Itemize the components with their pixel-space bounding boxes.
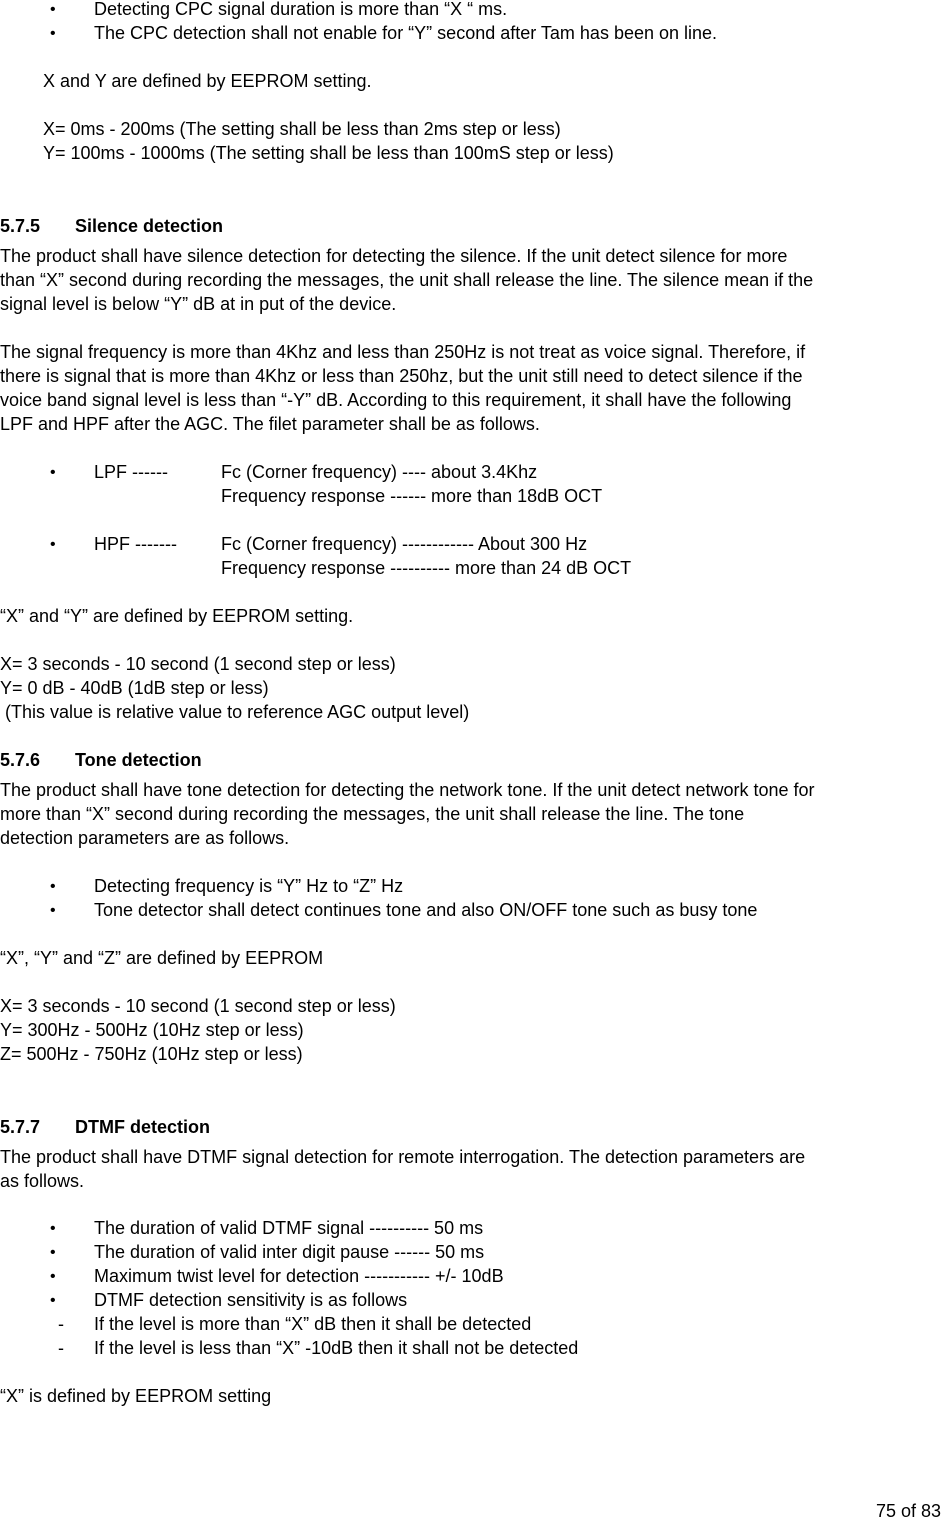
filter-name: HPF ------- bbox=[94, 534, 177, 554]
bullet-dot-icon: • bbox=[50, 1268, 56, 1285]
range-text: X= 3 seconds - 10 second (1 second step or less) bbox=[0, 996, 396, 1016]
paragraph-line: than “X” second during recording the messages, the unit shall release the line. The silence mean if the bbox=[0, 270, 814, 290]
paragraph-line: detection parameters are as follows. bbox=[0, 828, 290, 848]
bullet-text: Detecting CPC signal duration is more than “X “ ms. bbox=[94, 0, 508, 19]
bullet-dot-icon: • bbox=[50, 1220, 56, 1237]
section-number: 5.7.5 bbox=[0, 216, 41, 236]
paragraph-line: The product shall have silence detection for detecting the silence. If the unit detect silence for more bbox=[0, 246, 788, 266]
defined-text: “X”, “Y” and “Z” are defined by EEPROM bbox=[0, 948, 324, 968]
paragraph-line: The product shall have DTMF signal detection for remote interrogation. The detection parameters are bbox=[0, 1147, 806, 1167]
bullet-text: The duration of valid DTMF signal ---------- 50 ms bbox=[94, 1218, 484, 1238]
range-text: Y= 300Hz - 500Hz (10Hz step or less) bbox=[0, 1020, 304, 1040]
filter-name: LPF ------ bbox=[94, 462, 168, 482]
paragraph-line: more than “X” second during recording the messages, the unit shall release the line. The tone bbox=[0, 804, 745, 824]
bullet-dot-icon: • bbox=[50, 25, 56, 42]
section-number: 5.7.6 bbox=[0, 750, 41, 770]
section-number: 5.7.7 bbox=[0, 1117, 41, 1137]
intro-y-range: Y= 100ms - 1000ms (The setting shall be less than 100mS step or less) bbox=[43, 143, 614, 163]
range-text: Z= 500Hz - 750Hz (10Hz step or less) bbox=[0, 1044, 303, 1064]
filter-line: Fc (Corner frequency) ---- about 3.4Khz bbox=[221, 462, 538, 482]
bullet-dot-icon: • bbox=[50, 1244, 56, 1261]
paragraph-line: LPF and HPF after the AGC. The filet parameter shall be as follows. bbox=[0, 414, 540, 434]
defined-text: “X” and “Y” are defined by EEPROM setting. bbox=[0, 606, 354, 626]
dash-text: If the level is more than “X” dB then it shall be detected bbox=[94, 1314, 532, 1334]
bullet-text: Tone detector shall detect continues tone and also ON/OFF tone such as busy tone bbox=[94, 900, 758, 920]
bullet-text: DTMF detection sensitivity is as follows bbox=[94, 1290, 408, 1310]
intro-defined: X and Y are defined by EEPROM setting. bbox=[43, 71, 372, 91]
dash-marker-icon: - bbox=[58, 1338, 64, 1358]
bullet-dot-icon: • bbox=[50, 902, 56, 919]
section-title: DTMF detection bbox=[75, 1117, 210, 1137]
paragraph-line: as follows. bbox=[0, 1171, 85, 1191]
paragraph-line: voice band signal level is less than “-Y” dB. According to this requirement, it shall have the following bbox=[0, 390, 792, 410]
filter-line: Frequency response ---------- more than 24 dB OCT bbox=[221, 558, 632, 578]
paragraph-line: signal level is below “Y” dB at in put of the device. bbox=[0, 294, 397, 314]
section-title: Tone detection bbox=[75, 750, 202, 770]
defined-text: “X” is defined by EEPROM setting bbox=[0, 1386, 272, 1406]
range-text: X= 3 seconds - 10 second (1 second step or less) bbox=[0, 654, 396, 674]
dash-text: If the level is less than “X” -10dB then it shall not be detected bbox=[94, 1338, 579, 1358]
filter-line: Frequency response ------ more than 18dB OCT bbox=[221, 486, 603, 506]
bullet-dot-icon: • bbox=[50, 878, 56, 895]
bullet-dot-icon: • bbox=[50, 1, 56, 18]
intro-x-range: X= 0ms - 200ms (The setting shall be less than 2ms step or less) bbox=[43, 119, 561, 139]
bullet-text: The CPC detection shall not enable for “Y” second after Tam has been on line. bbox=[94, 23, 718, 43]
bullet-text: Detecting frequency is “Y” Hz to “Z” Hz bbox=[94, 876, 404, 896]
paragraph-line: The signal frequency is more than 4Khz and less than 250Hz is not treat as voice signal. Therefore, if bbox=[0, 342, 806, 362]
paragraph-line: there is signal that is more than 4Khz or less than 250hz, but the unit still need to detect silence if the bbox=[0, 366, 803, 386]
paragraph-line: The product shall have tone detection for detecting the network tone. If the unit detect network tone for bbox=[0, 780, 815, 800]
bullet-dot-icon: • bbox=[50, 464, 56, 481]
bullet-dot-icon: • bbox=[50, 1292, 56, 1309]
page-number: 75 of 83 bbox=[875, 1501, 941, 1521]
range-text: Y= 0 dB - 40dB (1dB step or less) bbox=[0, 678, 269, 698]
section-title: Silence detection bbox=[75, 216, 224, 236]
filter-line: Fc (Corner frequency) ------------ About 300 Hz bbox=[221, 534, 588, 554]
bullet-dot-icon: • bbox=[50, 536, 56, 553]
note-text: (This value is relative value to reference AGC output level) bbox=[0, 702, 470, 722]
bullet-text: The duration of valid inter digit pause ------ 50 ms bbox=[94, 1242, 485, 1262]
bullet-text: Maximum twist level for detection ----------- +/- 10dB bbox=[94, 1266, 504, 1286]
dash-marker-icon: - bbox=[58, 1314, 64, 1334]
